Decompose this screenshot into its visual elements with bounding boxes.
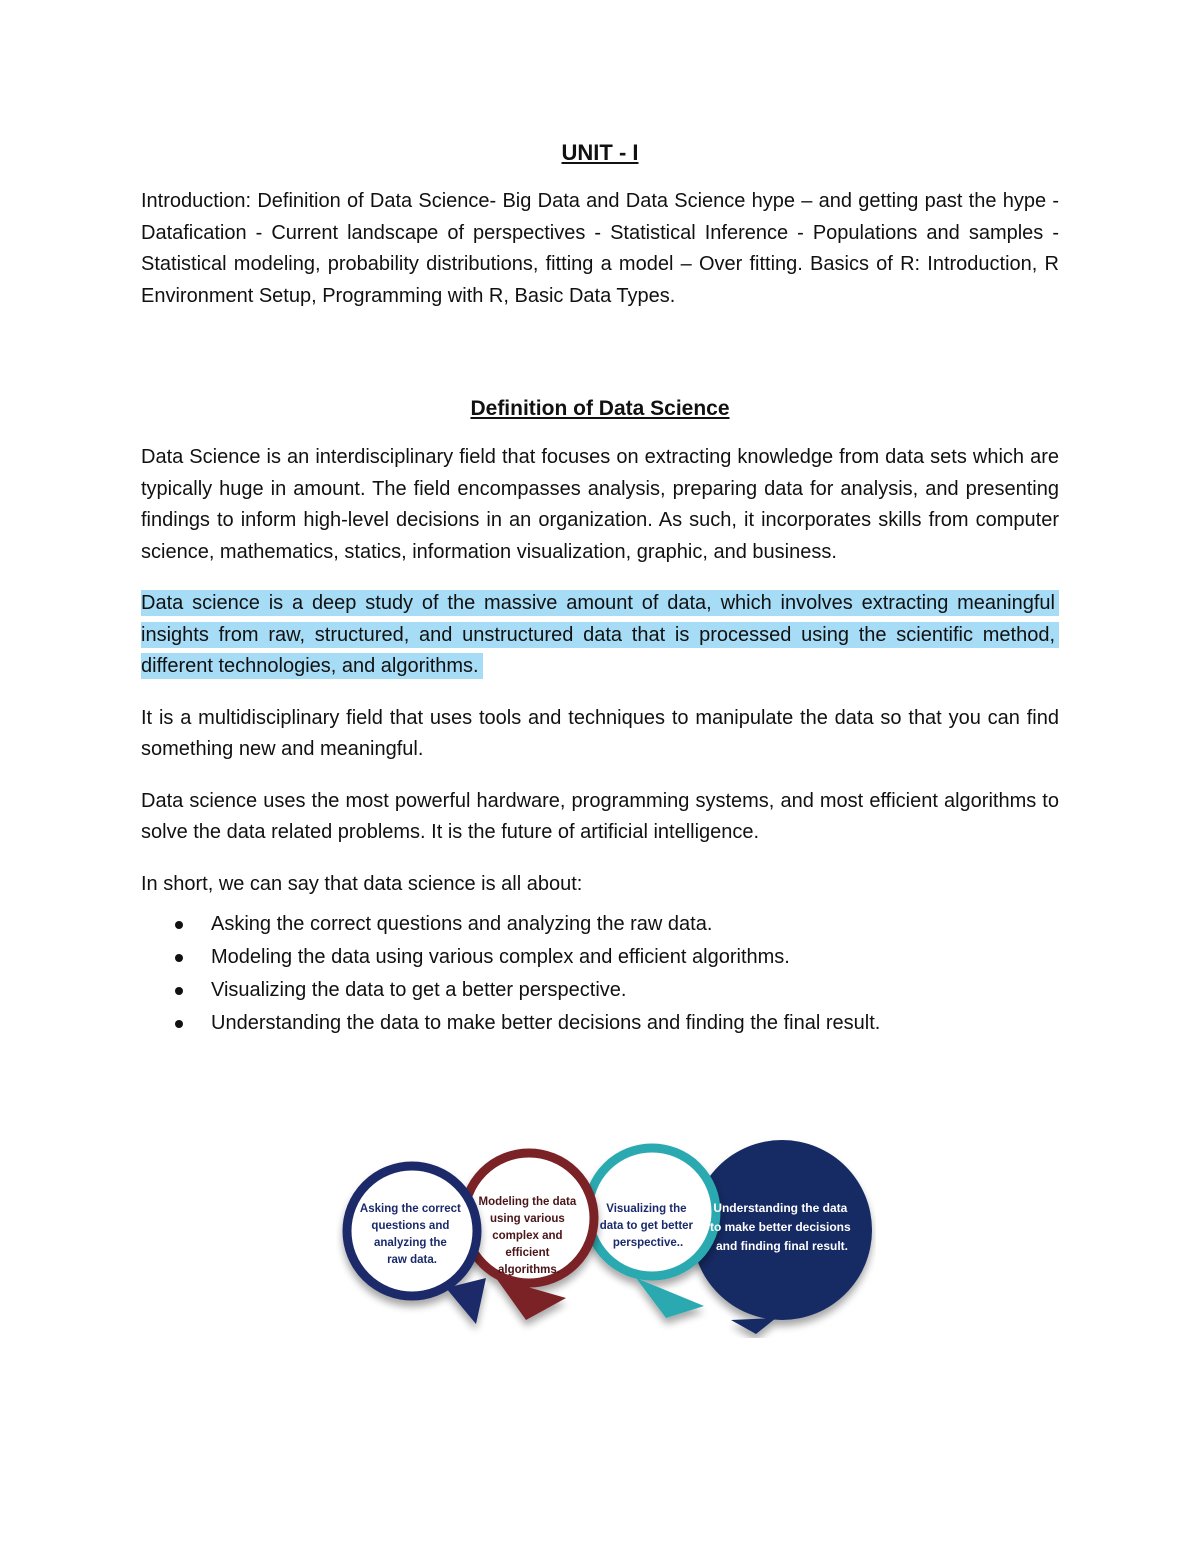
- list-item: [211, 941, 1059, 974]
- bullet-icon: [175, 954, 183, 962]
- list-item: [211, 1007, 1059, 1040]
- bubble-1-text: Asking the correct questions and analyzing the raw data.: [359, 1203, 461, 1266]
- bubble-2-text: Modeling the data using various complex and efficient algorithms.: [478, 1196, 577, 1276]
- paragraph-multidisciplinary: It is a multidisciplinary field that uses tools and techniques to manipulate the data so that you can find something new and meaningful.: [141, 706, 1059, 760]
- paragraph-in-short: In short, we can say that data science is all about:: [141, 872, 583, 895]
- list-item: [211, 974, 1059, 1007]
- unit-title: UNIT - I: [561, 140, 639, 165]
- list-item-text: Asking the correct questions and analyzing the raw data.: [211, 913, 713, 935]
- bullet-icon: [175, 921, 183, 929]
- list-item-text: Modeling the data using various complex and efficient algorithms.: [211, 946, 790, 968]
- paragraph-definition: Data Science is an interdisciplinary field that focuses on extracting knowledge from data sets which are typically huge in amount. The field encompasses analysis, preparing data for analysis, and presenting findings to inform high-level decisions in an organization. As such, it incorporates skills from computer science, mathematics, statics, information visualization, graphic, and business.: [141, 446, 1059, 563]
- bullet-icon: [175, 987, 183, 995]
- document-page: [141, 138, 1059, 1040]
- bubble-understanding: [692, 1140, 872, 1334]
- list-item-text: Visualizing the data to get a better perspective.: [211, 979, 627, 1001]
- bubble-3-tail: [636, 1278, 704, 1318]
- bubble-4-tail: [731, 1318, 776, 1334]
- bubble-visualizing: [588, 1148, 716, 1318]
- highlighted-text: Data science is a deep study of the massive amount of data, which involves extracting meaningful insights from raw, structured, and unstructured data that is processed using the scientific method, different technologies, and algorithms.: [141, 590, 1059, 679]
- list-item-text: Understanding the data to make better decisions and finding the final result.: [211, 1012, 881, 1034]
- section-title: Definition of Data Science: [470, 397, 730, 420]
- list-item: [211, 908, 1059, 941]
- paragraph-highlighted: [141, 588, 1059, 683]
- bullet-icon: [175, 1020, 183, 1028]
- data-science-diagram: [336, 1128, 876, 1338]
- diagram-svg: [336, 1128, 876, 1338]
- intro-paragraph: Introduction: Definition of Data Science- Big Data and Data Science hype – and getting past the hype - Datafication - Current landscape of perspectives - Statistical Inference - Populations and samples - Statistical modeling, probability distributions, fitting a model – Over fitting. Basics of R: Introduction, R Environment Setup, Programming with R, Basic Data Types.: [141, 190, 1059, 307]
- bubble-4-text: Understanding the data to make better decisions and finding final result.: [709, 1201, 851, 1253]
- bullet-list: [141, 908, 1059, 1040]
- bubble-3-text: Visualizing the data to get better perspective..: [599, 1203, 694, 1249]
- paragraph-hardware: Data science uses the most powerful hardware, programming systems, and most efficient algorithms to solve the data related problems. It is the future of artificial intelligence.: [141, 789, 1059, 843]
